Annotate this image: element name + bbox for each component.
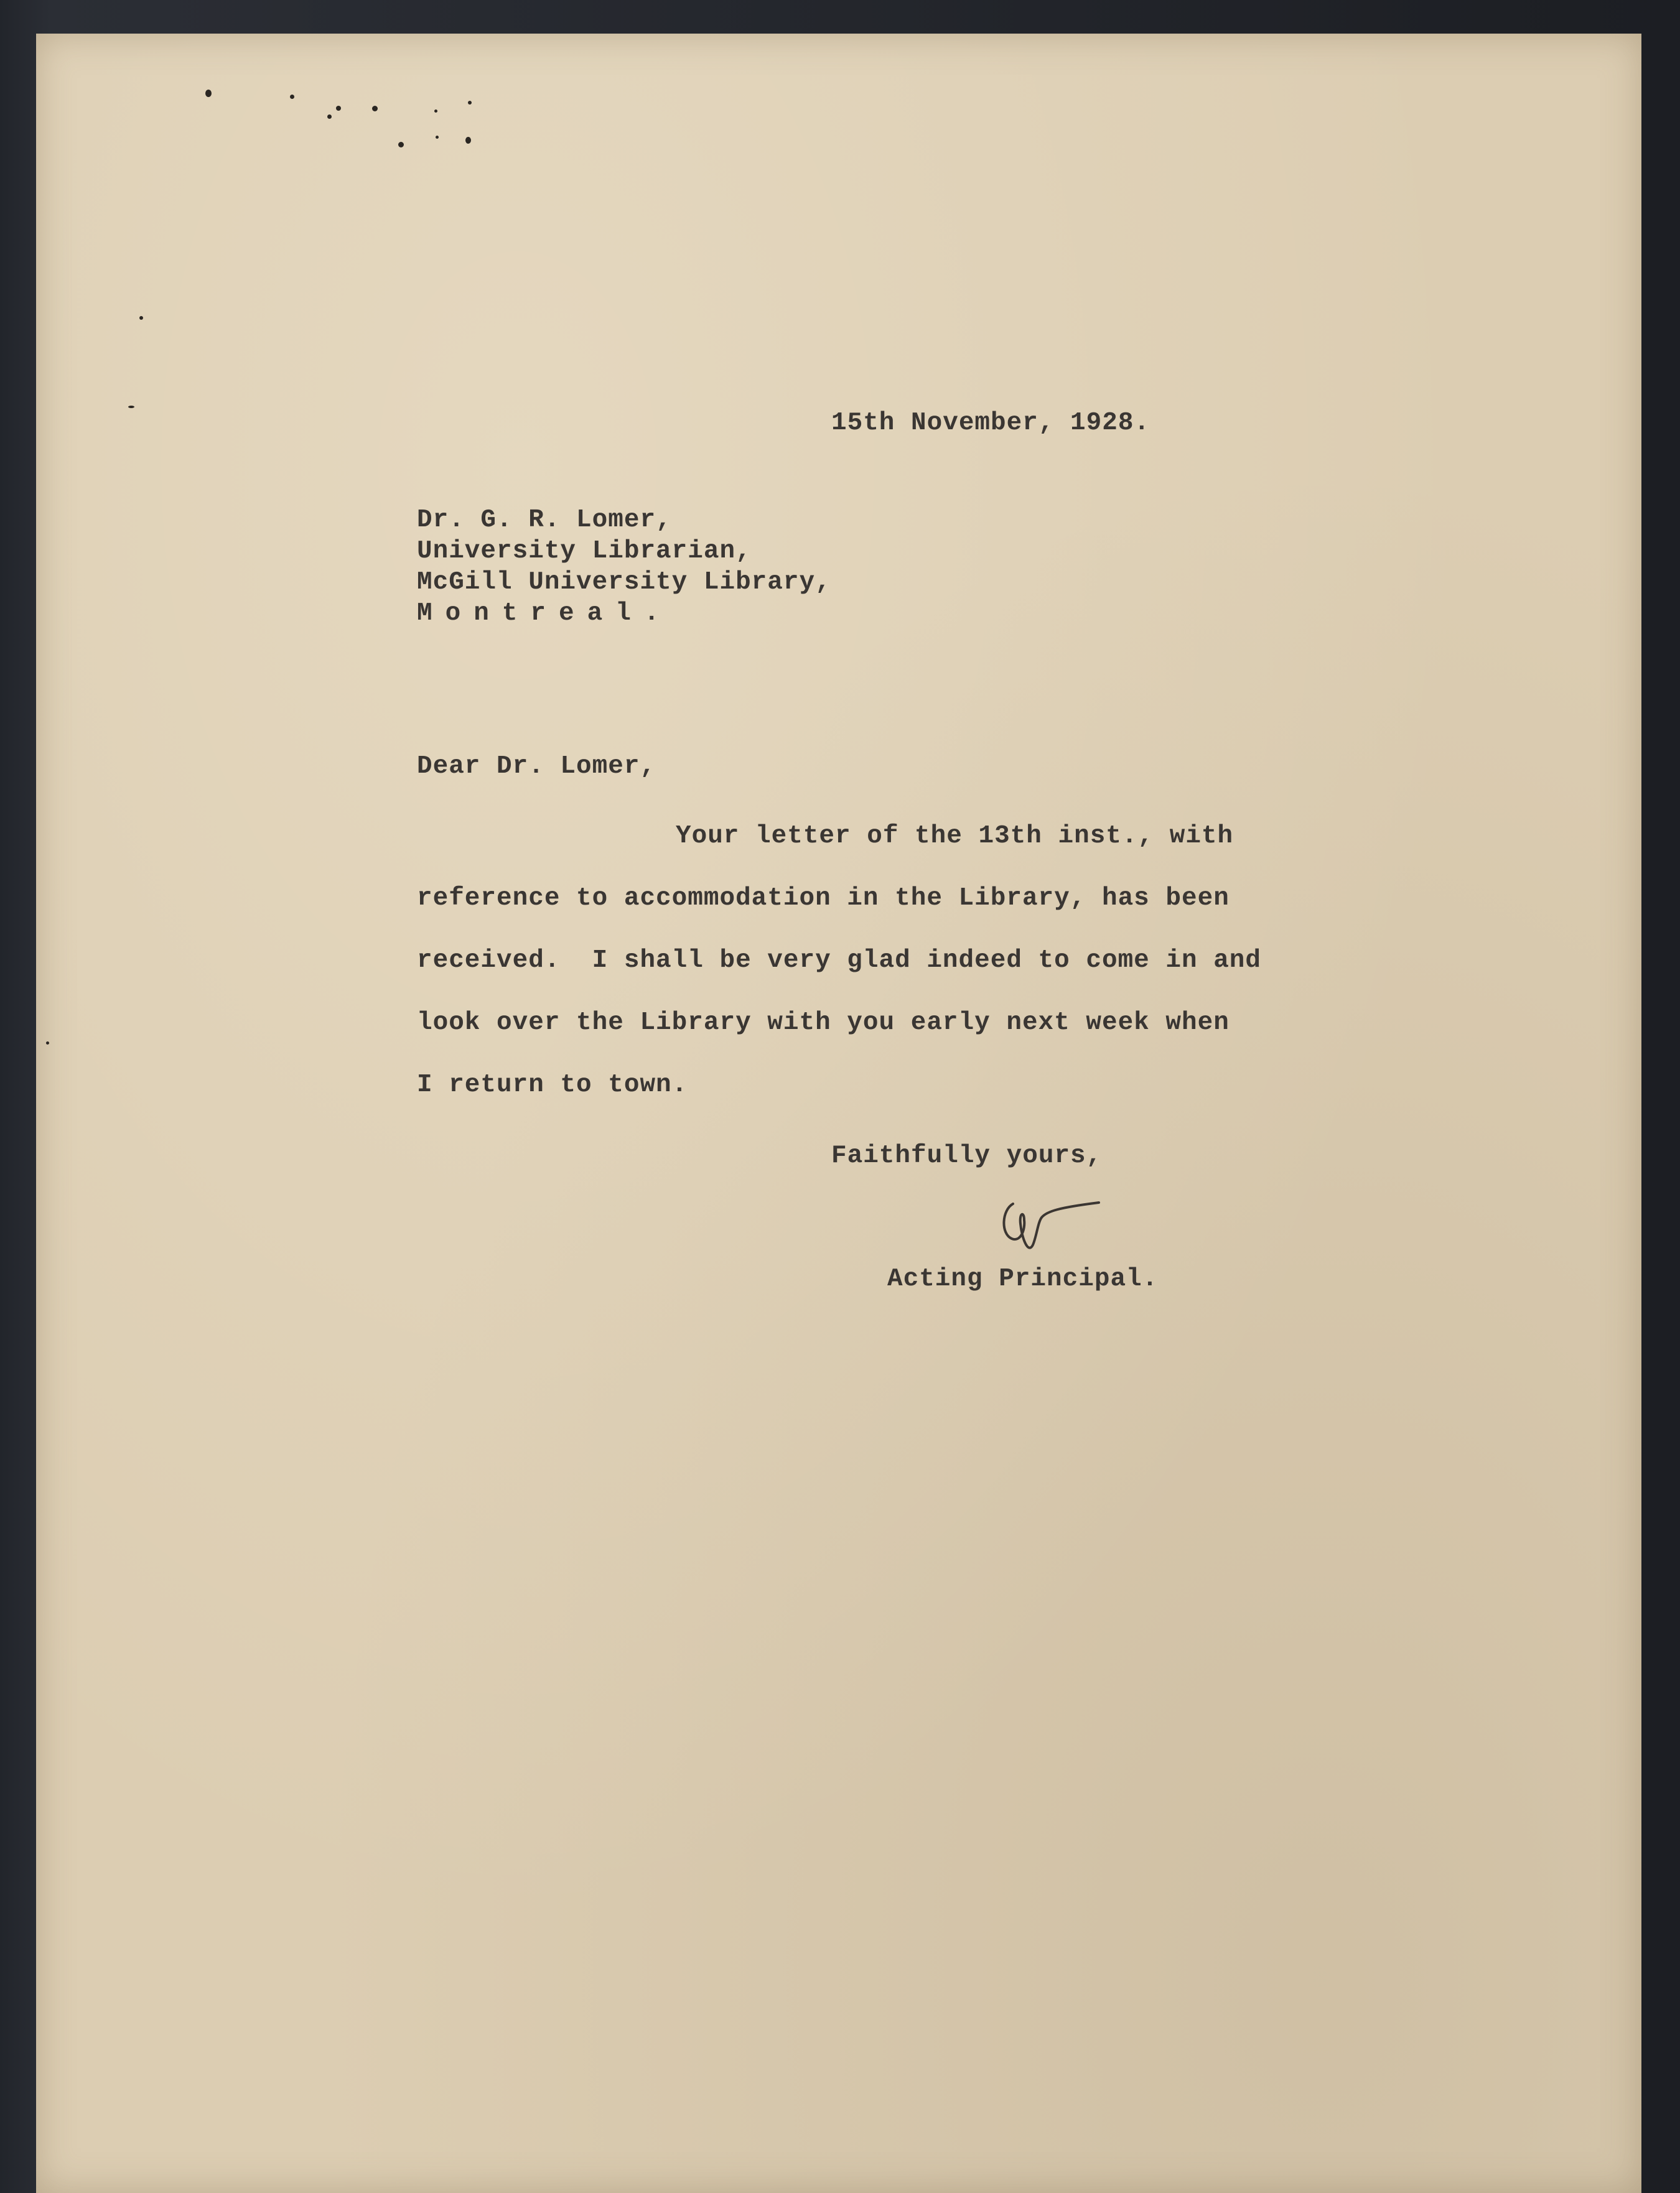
ink-speck bbox=[139, 316, 143, 320]
signatory-title: Acting Principal. bbox=[887, 1265, 1159, 1293]
ink-speck bbox=[465, 137, 471, 144]
ink-speck bbox=[434, 109, 437, 113]
body-line-3: received. I shall be very glad indeed to come in and bbox=[417, 946, 1262, 975]
recipient-name: Dr. G. R. Lomer, bbox=[417, 506, 672, 534]
ink-speck bbox=[46, 1041, 49, 1045]
recipient-institution: McGill University Library, bbox=[417, 568, 831, 597]
letter-date: 15th November, 1928. bbox=[831, 409, 1150, 437]
ink-speck bbox=[336, 106, 341, 111]
ink-speck bbox=[372, 106, 378, 111]
recipient-city: Montreal. bbox=[417, 599, 673, 628]
ink-speck bbox=[398, 142, 404, 147]
closing: Faithfully yours, bbox=[831, 1142, 1103, 1170]
body-line-4: look over the Library with you early next week when bbox=[417, 1008, 1230, 1037]
letter-page bbox=[36, 34, 1641, 2193]
ink-speck bbox=[436, 136, 439, 139]
ink-speck bbox=[128, 406, 134, 408]
body-line-1: Your letter of the 13th inst., with bbox=[676, 822, 1234, 850]
handwritten-initials-signature bbox=[989, 1185, 1114, 1266]
recipient-title: University Librarian, bbox=[417, 537, 752, 566]
ink-speck bbox=[290, 95, 294, 99]
ink-speck bbox=[468, 101, 472, 105]
body-line-5: I return to town. bbox=[417, 1071, 688, 1099]
ink-speck bbox=[205, 90, 212, 97]
salutation: Dear Dr. Lomer, bbox=[417, 752, 656, 781]
ink-speck bbox=[327, 114, 332, 119]
body-line-2: reference to accommodation in the Library, has been bbox=[417, 884, 1230, 913]
